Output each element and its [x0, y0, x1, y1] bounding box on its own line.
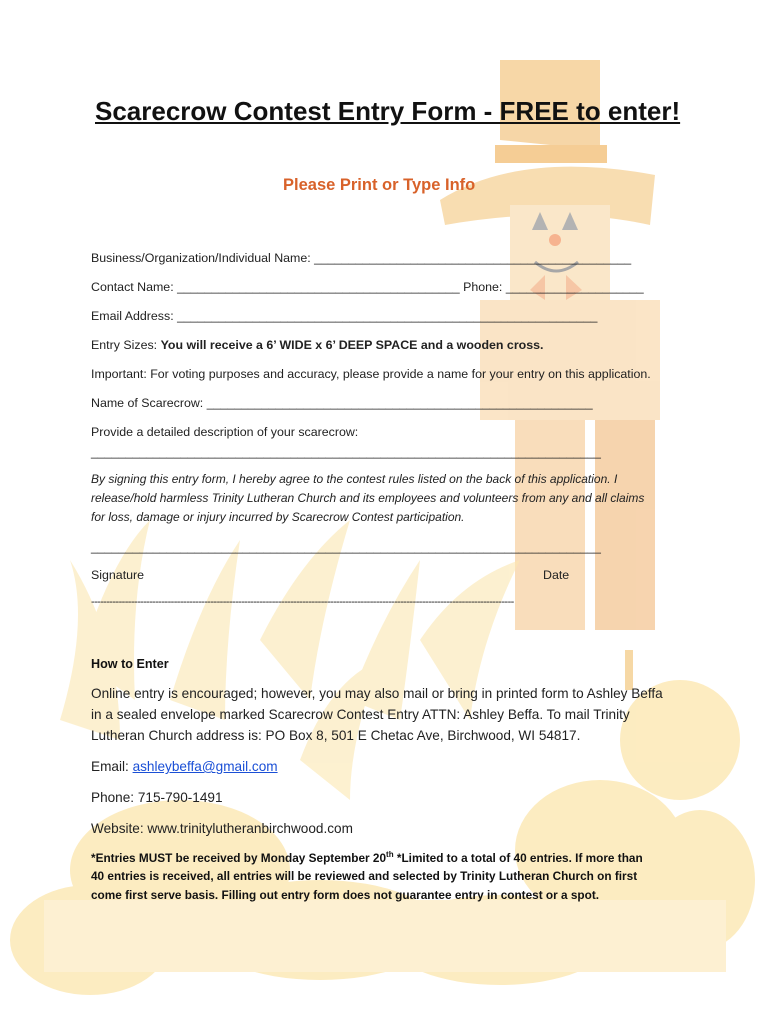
scarecrow-name-row: [91, 396, 593, 410]
contact-phone: Phone: 715-790-1491: [91, 790, 223, 805]
entry-sizes-value: You will receive a 6’ WIDE x 6’ DEEP SPACE and a wooden cross.: [160, 338, 544, 352]
contact-email-link[interactable]: ashleybeffa@gmail.com: [132, 759, 278, 774]
email-address-row: [91, 309, 597, 323]
contact-name-label: Contact Name:: [91, 280, 174, 294]
entries-note-sup: th: [386, 850, 394, 859]
entries-note-line-1: [91, 850, 643, 865]
entries-note-line-3: come first serve basis. Filling out entry form does not guarantee entry in contest or a spot.: [91, 888, 600, 902]
agreement-line-1: By signing this entry form, I hereby agree to the contest rules listed on the back of this application. I: [91, 472, 618, 486]
entry-sizes-row: [91, 338, 543, 352]
business-name-row: [91, 251, 631, 265]
scarecrow-name-label: Name of Scarecrow:: [91, 396, 204, 410]
email-address-field[interactable]: _____________________________________________________________: [177, 309, 598, 323]
contact-name-field[interactable]: _________________________________________: [177, 280, 460, 294]
description-field[interactable]: __________________________________________________________________________: [91, 445, 601, 459]
how-to-enter-line-3: Lutheran Church address is: PO Box 8, 501 E Chetac Ave, Birchwood, WI 54817.: [91, 728, 581, 743]
phone-label: Phone:: [463, 280, 503, 294]
contact-website: Website: www.trinitylutheranbirchwood.com: [91, 821, 353, 836]
phone-field[interactable]: ____________________: [505, 280, 644, 294]
business-name-label: Business/Organization/Individual Name:: [91, 251, 311, 265]
business-name-field[interactable]: ______________________________________________: [314, 251, 632, 265]
description-label: Provide a detailed description of your scarecrow:: [91, 425, 359, 439]
signature-label: Signature: [91, 568, 145, 582]
page-subtitle: Please Print or Type Info: [283, 176, 476, 194]
how-to-enter-line-1: Online entry is encouraged; however, you may also mail or bring in printed form to Ashley Beffa: [91, 686, 663, 701]
entries-note-part-b: *Limited to a total of 40 entries. If more than: [393, 850, 643, 865]
page-title: Scarecrow Contest Entry Form - FREE to enter!: [95, 96, 681, 126]
entries-note-line-2: 40 entries is received, all entries will be reviewed and selected by Trinity Lutheran Church on first: [91, 869, 638, 883]
entry-sizes-label: Entry Sizes:: [91, 338, 158, 352]
contact-name-row: [91, 280, 644, 294]
dashed-divider: ------------------------------------------------------------------------------------------------------------------------------------------: [91, 596, 514, 608]
how-to-enter-line-2: in a sealed envelope marked Scarecrow Contest Entry ATTN: Ashley Beffa. To mail Trinity: [91, 707, 630, 722]
agreement-line-2: release/hold harmless Trinity Lutheran Church and its employees and volunteers from any and all claims: [91, 491, 645, 505]
how-to-enter-heading: How to Enter: [91, 657, 169, 671]
agreement-line-3: for loss, damage or injury incurred by Scarecrow Contest participation.: [91, 510, 465, 524]
email-address-label: Email Address:: [91, 309, 174, 323]
contact-email-row: [91, 759, 278, 774]
contact-email-label: Email:: [91, 759, 129, 774]
scarecrow-name-field[interactable]: ________________________________________________________: [206, 396, 593, 410]
signature-field[interactable]: __________________________________________________________________________: [91, 540, 601, 554]
entries-note-part-a: *Entries MUST be received by Monday September 20: [91, 850, 387, 865]
important-notice: Important: For voting purposes and accuracy, please provide a name for your entry on this application.: [91, 367, 651, 381]
date-label: Date: [543, 568, 570, 582]
